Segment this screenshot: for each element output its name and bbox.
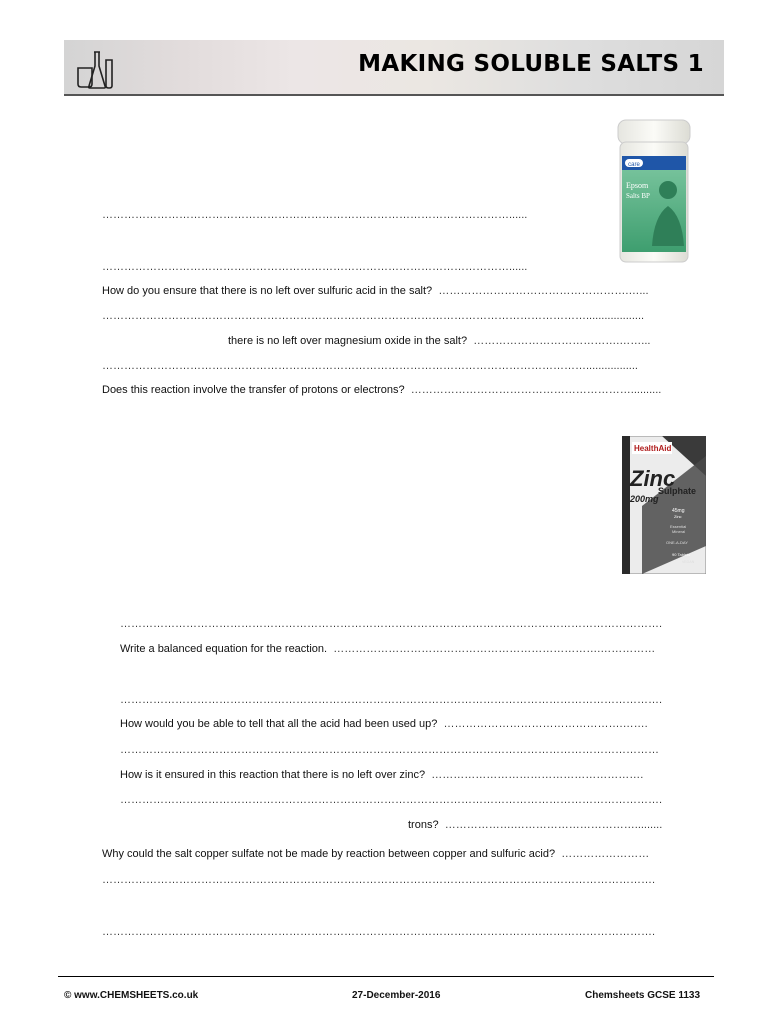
answer-line [102, 208, 527, 222]
zinc-name: Zinc [630, 466, 676, 491]
question-line [102, 383, 661, 397]
question-text: How would you be able to tell that all the acid had been used up? [120, 718, 438, 730]
answer-dots[interactable]: …………………………………………….…... [438, 285, 649, 297]
footer-copyright: © www.CHEMSHEETS.co.uk [64, 990, 199, 1001]
page-title: MAKING SOLUBLE SALTS 1 [358, 51, 704, 77]
zinc-dose: 200mg [630, 494, 659, 504]
answer-dots[interactable]: …………………………………………………………………………………………………...... [102, 209, 528, 221]
answer-dots[interactable]: ………………………………….……... [473, 335, 651, 347]
answer-dots[interactable]: …………………………………………………………………………………………………...... [102, 261, 528, 273]
answer-line [120, 743, 659, 757]
zinc-vegan: VEGAN [682, 560, 695, 564]
epsom-name-line2: Salts BP [626, 192, 650, 200]
footer-date: 27-December-2016 [352, 990, 441, 1001]
answer-dots[interactable]: ……………………………………………………………….…………… [333, 643, 656, 655]
footer-code: Chemsheets GCSE 1133 [585, 990, 701, 1001]
zinc-note1: 45mg [672, 508, 685, 514]
answer-dots[interactable]: ……………………………………………………………………………………………………………………………………. [102, 874, 656, 886]
question-line [228, 334, 650, 348]
zinc-note4: Mineral [672, 529, 686, 534]
zinc-note2: Zinc [674, 514, 682, 519]
answer-dots[interactable]: ………………………………………….……. [443, 718, 648, 730]
answer-dots[interactable]: …………………… [561, 848, 650, 860]
question-line [102, 847, 649, 861]
question-text: How do you ensure that there is no left over sulfuric acid in the salt? [102, 285, 433, 297]
zinc-oneaday: ONE-A-DAY [666, 540, 688, 545]
answer-line [102, 359, 638, 373]
answer-line [102, 873, 655, 887]
answer-line [120, 617, 662, 631]
epsom-brand: care [628, 162, 640, 168]
epsom-name-line1: Epsom [626, 181, 649, 190]
answer-dots[interactable]: …………………………………………………………………………………………………………………………………. [120, 694, 663, 706]
answer-dots[interactable]: ………………………………………………………………………………………………………………………………… [120, 744, 659, 756]
epsom-salts-image [612, 118, 696, 266]
question-line [408, 818, 662, 832]
footer-divider [58, 976, 714, 977]
question-text: Write a balanced equation for the reaction. [120, 643, 328, 655]
answer-line [120, 693, 662, 707]
question-line [120, 717, 648, 731]
question-line [102, 284, 649, 298]
glassware-icon [72, 46, 120, 90]
header-banner [64, 40, 724, 96]
question-line [120, 642, 655, 656]
zinc-sulphate-image [622, 436, 706, 574]
question-text: Why could the salt copper sulfate not be made by reaction between copper and sulfuric acid? [102, 848, 556, 860]
answer-dots[interactable]: …………………………………………………….......... [410, 384, 662, 396]
question-text: there is no left over magnesium oxide in the salt? [228, 335, 468, 347]
question-text: Does this reaction involve the transfer of protons or electrons? [102, 384, 405, 396]
answer-dots[interactable]: ……………………………………………………………………………………………………………………................. [102, 360, 638, 372]
answer-line [102, 309, 644, 323]
answer-dots[interactable]: …………………………………………………………………………………………………………………………………. [120, 618, 663, 630]
answer-dots[interactable]: ……………….……………………………......... [444, 819, 663, 831]
answer-dots[interactable]: …………………………………………………. [431, 769, 644, 781]
question-text: trons? [408, 819, 439, 831]
answer-line [102, 925, 655, 939]
question-line [120, 768, 643, 782]
zinc-subtitle: Sulphate [658, 486, 697, 496]
question-text: How is it ensured in this reaction that there is no left over zinc? [120, 769, 426, 781]
answer-line [120, 793, 662, 807]
answer-dots[interactable]: …………………………………………………………………………………………………………………………………. [120, 794, 663, 806]
zinc-brand: HealthAid [634, 444, 672, 453]
zinc-count: 90 Tablets [672, 552, 691, 557]
answer-dots[interactable]: ……………………………………………………………………………………………………………………................... [102, 310, 645, 322]
answer-dots[interactable]: ……………………………………………………………………………………………………………………………………. [102, 926, 656, 938]
answer-line [102, 260, 527, 274]
zinc-note3: Essential [670, 524, 687, 529]
